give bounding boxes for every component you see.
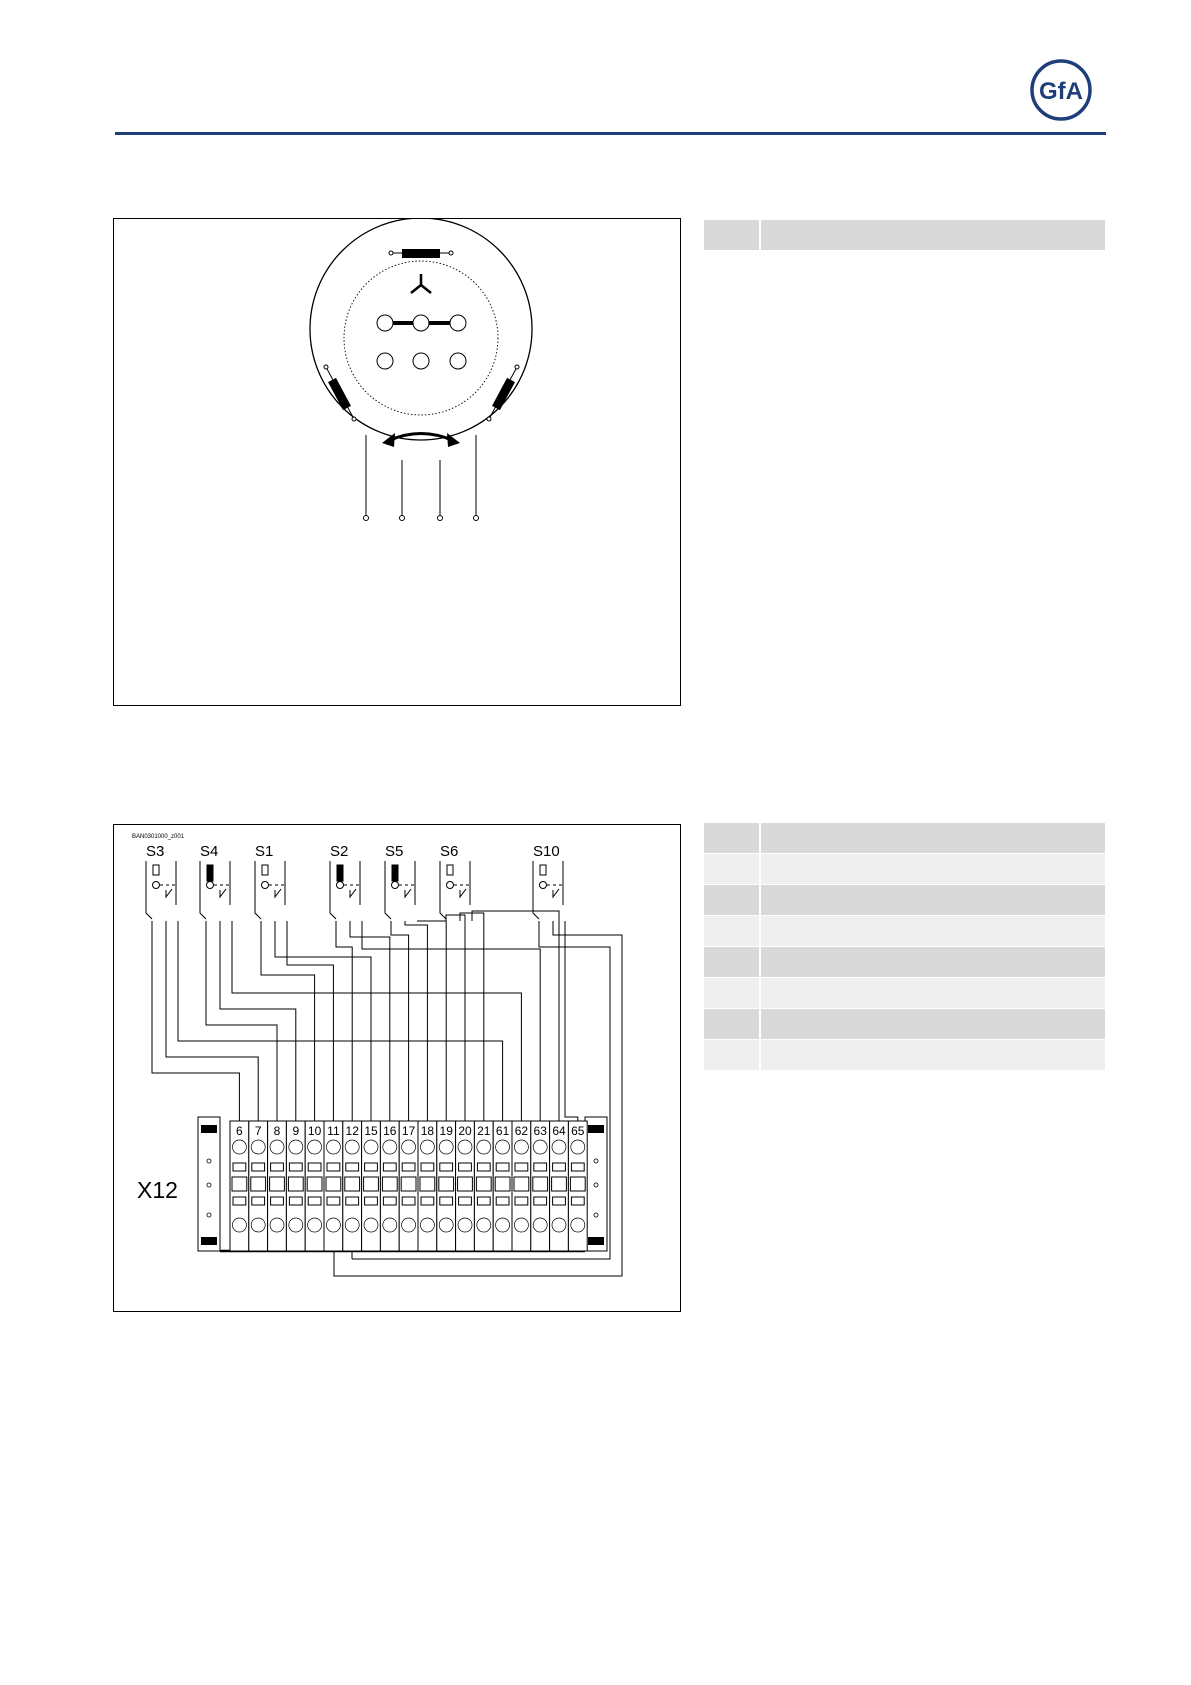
switch-label: S2 <box>330 843 349 860</box>
wire <box>362 921 540 1121</box>
terminal-label: 19 <box>439 1124 453 1138</box>
terminal-slot <box>308 1163 321 1171</box>
legend-cell-key <box>704 220 760 251</box>
gfa-logo <box>1029 58 1093 122</box>
terminal-screw-bottom <box>533 1218 547 1232</box>
terminal-slot <box>327 1163 340 1171</box>
terminal-bridge <box>570 1177 585 1191</box>
terminal-screw-bottom <box>420 1218 434 1232</box>
terminal-slot <box>365 1197 378 1205</box>
switch-pivot <box>540 882 547 889</box>
terminal-slot <box>402 1197 415 1205</box>
terminal-label: 12 <box>345 1124 359 1138</box>
terminal-slot <box>553 1163 566 1171</box>
terminal-screw-top <box>402 1140 416 1154</box>
terminal-screw-top <box>458 1140 472 1154</box>
terminal-screw-bottom <box>308 1218 322 1232</box>
terminal-screw-bottom <box>439 1218 453 1232</box>
switch-contact <box>220 889 226 897</box>
switch-s2 <box>330 843 362 919</box>
terminal-slot <box>346 1163 359 1171</box>
terminal-bridge <box>420 1177 435 1191</box>
switch-actuator <box>207 865 213 881</box>
table-row <box>704 885 1105 916</box>
terminal-slot <box>515 1197 528 1205</box>
legend-table-bottom <box>704 823 1105 1071</box>
terminal-screw-bottom <box>251 1218 265 1232</box>
wire <box>350 921 390 1121</box>
drawing-code: BAN0301000_z001 <box>132 834 185 840</box>
table-row <box>704 823 1105 854</box>
terminal-slot <box>477 1197 490 1205</box>
terminal-slot <box>383 1197 396 1205</box>
terminal-slot <box>271 1163 284 1171</box>
terminal-screw-top <box>533 1140 547 1154</box>
terminal-bridge <box>364 1177 379 1191</box>
clamp-screw <box>207 1183 211 1187</box>
legend-cell-text <box>760 947 1105 978</box>
legend-cell-text <box>760 916 1105 947</box>
wire <box>417 921 446 1121</box>
terminal-slot <box>365 1163 378 1171</box>
terminal-label: 10 <box>307 1124 322 1138</box>
legend-cell-text <box>760 220 1105 251</box>
table-row <box>704 916 1105 947</box>
terminal-slot <box>271 1197 284 1205</box>
terminal-slot <box>327 1197 340 1205</box>
legend-bottom-body <box>704 823 1105 1071</box>
legend-table-top <box>704 220 1105 251</box>
switch-label: S3 <box>146 843 165 860</box>
terminal-slot <box>496 1163 509 1171</box>
switch-pivot <box>337 882 344 889</box>
terminal-label: 20 <box>458 1124 472 1138</box>
legend-cell-text <box>760 978 1105 1009</box>
logo-text: GfA <box>1039 78 1083 105</box>
switch-contact <box>166 889 172 897</box>
legend-cell-key <box>704 1040 760 1071</box>
clamp-screw <box>594 1183 598 1187</box>
switch-contact <box>275 889 281 897</box>
terminal-slot <box>289 1163 302 1171</box>
switch-contact <box>350 889 356 897</box>
terminal-slot <box>421 1163 434 1171</box>
terminal-slot <box>534 1197 547 1205</box>
terminal-bridge <box>307 1177 322 1191</box>
motor-connector-figure <box>113 218 681 706</box>
wire <box>261 921 315 1121</box>
terminal-screw-top <box>345 1140 359 1154</box>
wire <box>446 915 465 1121</box>
switch-actuator <box>262 865 268 875</box>
terminal-screw-top <box>326 1140 340 1154</box>
clamp-screw <box>207 1213 211 1217</box>
switch-contact <box>405 889 411 897</box>
terminal-screw-top <box>364 1140 378 1154</box>
switch-contact <box>460 889 466 897</box>
terminal-bridge <box>495 1177 510 1191</box>
wire <box>472 911 559 1121</box>
terminal-screw-bottom <box>326 1218 340 1232</box>
switch-label: S1 <box>255 843 274 860</box>
table-row <box>704 1009 1105 1040</box>
terminal-slot <box>233 1163 246 1171</box>
clamp-screw <box>594 1213 598 1217</box>
terminal-slot <box>233 1197 246 1205</box>
terminal-label: 16 <box>383 1124 397 1138</box>
wiring-diagram <box>114 825 682 1313</box>
clamp-screw <box>207 1159 211 1163</box>
terminal-screw-top <box>571 1140 585 1154</box>
terminal-screw-top <box>496 1140 510 1154</box>
terminal-label: 65 <box>571 1124 585 1138</box>
switch-label: S5 <box>385 843 404 860</box>
switch-label: S10 <box>533 843 560 860</box>
terminal-screw-top <box>552 1140 566 1154</box>
terminal-bridge <box>232 1177 247 1191</box>
legend-cell-text <box>760 823 1105 854</box>
terminal-label: 18 <box>420 1124 435 1138</box>
terminal-slot <box>571 1197 584 1205</box>
terminal-screw-bottom <box>496 1218 510 1232</box>
terminal-screw-bottom <box>345 1218 359 1232</box>
terminal-slot <box>252 1197 265 1205</box>
terminal-slot <box>308 1197 321 1205</box>
terminal-slot <box>571 1163 584 1171</box>
wire <box>460 913 484 1121</box>
terminal-slot <box>553 1197 566 1205</box>
terminal-screw-top <box>270 1140 284 1154</box>
terminal-screw-top <box>477 1140 491 1154</box>
table-row <box>704 947 1105 978</box>
terminal-slot <box>402 1163 415 1171</box>
terminal-screw-top <box>289 1140 303 1154</box>
switch-s3 <box>146 843 178 919</box>
terminal-slot <box>459 1197 472 1205</box>
legend-cell-key <box>704 978 760 1009</box>
terminal-screw-bottom <box>458 1218 472 1232</box>
legend-cell-text <box>760 1040 1105 1071</box>
legend-cell-text <box>760 854 1105 885</box>
switch-actuator <box>392 865 398 881</box>
terminal-slot <box>515 1163 528 1171</box>
wire <box>206 921 277 1121</box>
terminal-screw-top <box>383 1140 397 1154</box>
terminal-block-label: X12 <box>137 1177 178 1203</box>
terminal-bridge <box>382 1177 397 1191</box>
wire <box>275 921 371 1121</box>
terminal-bridge <box>514 1177 529 1191</box>
terminal-bridge <box>401 1177 416 1191</box>
terminal-bridge <box>251 1177 266 1191</box>
legend-cell-text <box>760 1009 1105 1040</box>
terminal-slot <box>440 1197 453 1205</box>
terminal-bridge <box>476 1177 491 1191</box>
terminal-slot <box>383 1163 396 1171</box>
switch-actuator <box>447 865 453 875</box>
legend-cell-key <box>704 823 760 854</box>
terminal-bridge <box>288 1177 303 1191</box>
switch-actuator <box>540 865 546 875</box>
terminal-screw-top <box>251 1140 265 1154</box>
terminal-slot <box>440 1163 453 1171</box>
terminal-screw-bottom <box>552 1218 566 1232</box>
clamp-mark <box>201 1125 217 1133</box>
switch-pivot <box>447 882 454 889</box>
terminal-screw-top <box>232 1140 246 1154</box>
terminal-bridge <box>326 1177 341 1191</box>
switch-s5 <box>385 843 417 919</box>
terminal-slot <box>534 1163 547 1171</box>
legend-cell-key <box>704 947 760 978</box>
switch-contact <box>553 889 559 897</box>
switch-pivot <box>207 882 214 889</box>
header-rule <box>115 132 1106 135</box>
terminal-screw-bottom <box>232 1218 246 1232</box>
switch-s4 <box>200 843 232 919</box>
terminal-screw-bottom <box>289 1218 303 1232</box>
terminal-slot <box>421 1197 434 1205</box>
terminal-slot <box>346 1197 359 1205</box>
table-row <box>704 978 1105 1009</box>
clamp-screw <box>594 1159 598 1163</box>
legend-cell-key <box>704 854 760 885</box>
terminal-screw-bottom <box>364 1218 378 1232</box>
terminal-bridge <box>533 1177 548 1191</box>
terminal-screw-bottom <box>270 1218 284 1232</box>
switch-pivot <box>153 882 160 889</box>
terminal-slot <box>289 1197 302 1205</box>
terminal-label: 17 <box>401 1124 416 1138</box>
table-row <box>704 220 1105 251</box>
terminal-screw-bottom <box>477 1218 491 1232</box>
terminal-screw-top <box>439 1140 453 1154</box>
terminal-label: 11 <box>327 1124 340 1138</box>
terminal-label: 9 <box>292 1124 300 1138</box>
terminal-slot <box>496 1197 509 1205</box>
terminal-slot <box>459 1163 472 1171</box>
terminal-label: 61 <box>495 1124 510 1138</box>
terminal-screw-top <box>308 1140 322 1154</box>
terminal-screw-bottom <box>514 1218 528 1232</box>
terminal-label: 64 <box>552 1124 566 1138</box>
clamp-mark <box>588 1237 604 1245</box>
clamp-mark <box>588 1125 604 1133</box>
terminal-bridge <box>270 1177 285 1191</box>
terminal-screw-top <box>420 1140 434 1154</box>
table-row <box>704 1040 1105 1071</box>
terminal-label: 62 <box>514 1124 529 1138</box>
terminal-screw-bottom <box>571 1218 585 1232</box>
switch-s1 <box>255 843 287 919</box>
wire <box>336 921 352 1121</box>
terminal-label: 7 <box>254 1124 262 1138</box>
switch-actuator <box>337 865 343 881</box>
legend-cell-key <box>704 916 760 947</box>
motor-connector-diagram <box>114 219 682 707</box>
terminal-label: 21 <box>477 1124 491 1138</box>
wire <box>166 921 258 1121</box>
switch-label: S6 <box>440 843 459 860</box>
switch-pivot <box>392 882 399 889</box>
terminal-label: 6 <box>236 1124 243 1138</box>
legend-top-body <box>704 220 1105 251</box>
switch-label: S4 <box>200 843 219 860</box>
terminal-bridge <box>439 1177 454 1191</box>
wire <box>391 921 409 1121</box>
legend-cell-text <box>760 885 1105 916</box>
clamp-mark <box>201 1237 217 1245</box>
terminal-bridge <box>458 1177 473 1191</box>
terminal-screw-top <box>514 1140 528 1154</box>
wire <box>287 921 333 1121</box>
switch-pivot <box>262 882 269 889</box>
switch-s10 <box>533 843 565 919</box>
wire <box>565 921 578 1121</box>
terminal-label: 8 <box>273 1124 281 1138</box>
switch-actuator <box>153 865 159 875</box>
terminal-label: 63 <box>533 1124 547 1138</box>
terminal-screw-bottom <box>383 1218 397 1232</box>
wiring-diagram-figure <box>113 824 681 1312</box>
terminal-slot <box>252 1163 265 1171</box>
terminal-bridge <box>345 1177 360 1191</box>
legend-cell-key <box>704 885 760 916</box>
table-row <box>704 854 1105 885</box>
terminal-slot <box>477 1163 490 1171</box>
wire <box>178 921 503 1121</box>
switch-s6 <box>440 843 472 919</box>
wire <box>152 921 239 1121</box>
terminal-bridge <box>552 1177 567 1191</box>
terminal-label: 15 <box>364 1124 378 1138</box>
legend-cell-key <box>704 1009 760 1040</box>
terminal-screw-bottom <box>402 1218 416 1232</box>
